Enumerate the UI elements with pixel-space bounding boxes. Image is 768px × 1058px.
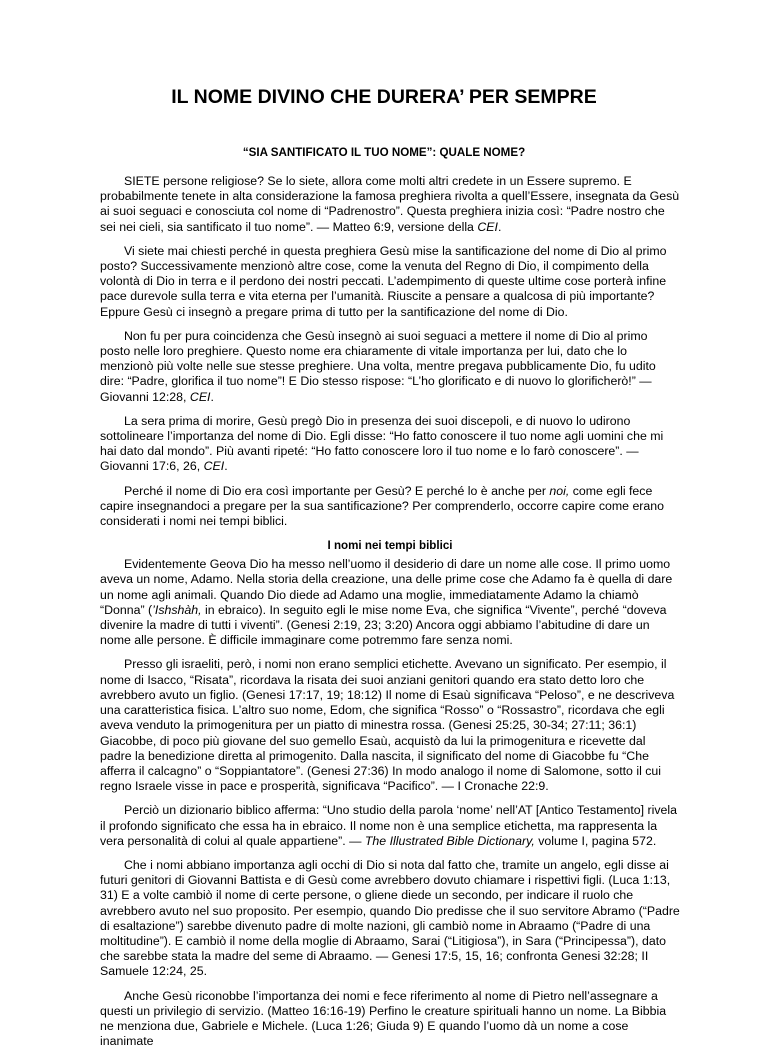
document-subtitle: “SIA SANTIFICATO IL TUO NOME”: QUALE NOME?	[242, 146, 526, 159]
document-title: IL NOME DIVINO CHE DURERA’ PER SEMPRE	[171, 86, 597, 108]
paragraph-3: Non fu per pura coincidenza che Gesù insegnò ai suoi seguaci a mettere il nome di Dio al primo posto nelle loro preghiere. Questo nome era chiaramente di vitale importanza per lui, dato che lo menzionò più volte nelle sue stesse preghiere. Una volta, mentre pregava pubblicamente Dio, fu udito dire: “Padre, glorifica il tuo nome”! E Dio stesso rispose: “L’ho glorificato e di nuovo lo glorificherò!” — Giovanni 12:28, CEI.	[100, 328, 656, 404]
paragraph-7: Presso gli israeliti, però, i nomi non erano semplici etichette. Avevano un significato. Per esempio, il nome di Isacco, “Risata”, ricordava la risata dei suoi anziani genitori quando era stato detto loro che avrebbero avuto un figlio. (Genesi 17:17, 19; 18:12) Il nome di Esaù significava “Peloso”, e ne descriveva una caratteristica fisica. L’altro suo nome, Edom, che significa “Rosso” o “Rossastro”, ricordava che egli aveva venduto la primogenitura per un piatto di minestra rossa. (Genesi 25:25, 30-34; 27:11; 36:1) Giacobbe, di poco più giovane del suo gemello Esaù, acquistò da lui la primogenitura e ricevette dal padre la benedizione diretta al primogenito. Dalla nascita, il significato del nome di Giacobbe fu “Che afferra il calcagno” o “Soppiantatore”. (Genesi 27:36) In modo analogo il nome di Salomone, sotto il cui regno Israele visse in pace e prosperità, significava “Pacifico”. — I Cronache 22:9.	[100, 657, 675, 794]
paragraph-5: Perché il nome di Dio era così importante per Gesù? E perché lo è anche per noi, come egli fece capire insegnandoci a pregare per la sua santificazione? Per comprenderlo, occorre capire come erano considerati i nomi nei tempi biblici.	[100, 483, 665, 529]
paragraph-1: SIETE persone religiose? Se lo siete, allora come molti altri credete in un Essere supremo. E probabilmente tenete in alta considerazione la famosa preghiera rivolta a quell’Essere, insegnata da Gesù ai suoi seguaci e conosciuta col nome di “Padrenostro”. Questa preghiera inizia così: “Padre nostro che sei nei cieli, sia santificato il tuo nome”. — Matteo 6:9, versione della CEI.	[100, 174, 680, 234]
paragraph-10: Anche Gesù riconobbe l’importanza dei nomi e fece riferimento al nome di Pietro nell’assegnare a questi un privilegio di servizio. (Matteo 16:16-19) Perfino le creature spirituali hanno un nome. La Bibbia ne menziona due, Gabriele e Michele. (Luca 1:26; Giuda 9) E quando l’uomo dà un nome a cose inanimate	[100, 988, 667, 1049]
paragraph-2: Vi siete mai chiesti perché in questa preghiera Gesù mise la santificazione del nome di Dio al primo posto? Successivamente menzionò altre cose, come la venuta del Regno di Dio, il compimento della volontà di Dio in terra e il perdono dei nostri peccati. L’adempimento di queste ultime cose porterà infine pace durevole sulla terra e vita eterna per l’umanità. Riuscite a pensare a qualcosa di più importante? Eppure Gesù ci insegnò a pregare prima di tutto per la santificazione del nome di Dio.	[100, 243, 667, 319]
section-heading: I nomi nei tempi biblici	[327, 539, 453, 553]
paragraph-6: Evidentemente Geova Dio ha messo nell’uomo il desiderio di dare un nome alle cose. Il primo uomo aveva un nome, Adamo. Nella storia della creazione, una delle prime cose che Adamo fa è quella di dare un nome agli animali. Quando Dio diede ad Adamo una moglie, immediatamente Adamo la chiamò “Donna” (’Ishshàh, in ebraico). In seguito egli le mise nome Eva, che significa “Vivente”, perché “doveva divenire la madre di tutti i viventi”. (Genesi 2:19, 23; 3:20) Ancora oggi abbiamo l’abitudine di dare un nome alle persone. È difficile immaginare come potremmo fare senza nomi.	[100, 557, 673, 648]
document-body	[100, 174, 680, 1058]
paragraph-9: Che i nomi abbiano importanza agli occhi di Dio si nota dal fatto che, tramite un angelo, egli disse ai futuri genitori di Giovanni Battista e di Gesù come avrebbero dovuto chiamare i rispettivi figli. (Luca 1:13, 31) E a volte cambiò il nome di certe persone, o gliene diede un secondo, per indicare il ruolo che avrebbero avuto nel suo proposito. Per esempio, quando Dio predisse che il suo servitore Abramo (“Padre di esaltazione”) sarebbe divenuto padre di molte nazioni, gli cambiò nome in Abraamo (“Padre di una moltitudine”). E cambiò il nome della moglie di Abraamo, Sarai (“Litigiosa”), in Sara (“Principessa”), dato che sarebbe stata la madre del seme di Abraamo. — Genesi 17:5, 15, 16; confronta Genesi 32:28; II Samuele 12:24, 25.	[100, 857, 680, 979]
paragraph-8: Perciò un dizionario biblico afferma: “Uno studio della parola ‘nome’ nell’AT [Antico Testamento] rivela il profondo significato che essa ha in ebraico. Il nome non è una semplice etichetta, ma rappresenta la vera personalità di colui al quale appartiene”. — The Illustrated Bible Dictionary, volume I, pagina 572.	[100, 803, 678, 848]
paragraph-4: La sera prima di morire, Gesù pregò Dio in presenza dei suoi discepoli, e di nuovo lo udirono sottolineare l’importanza del nome di Dio. Egli disse: “Ho fatto conoscere il tuo nome agli uomini che mi hai dato dal mondo”. Più avanti ripeté: “Ho fatto conoscere loro il tuo nome e lo farò conoscere”. — Giovanni 17:6, 26, CEI.	[100, 413, 664, 474]
